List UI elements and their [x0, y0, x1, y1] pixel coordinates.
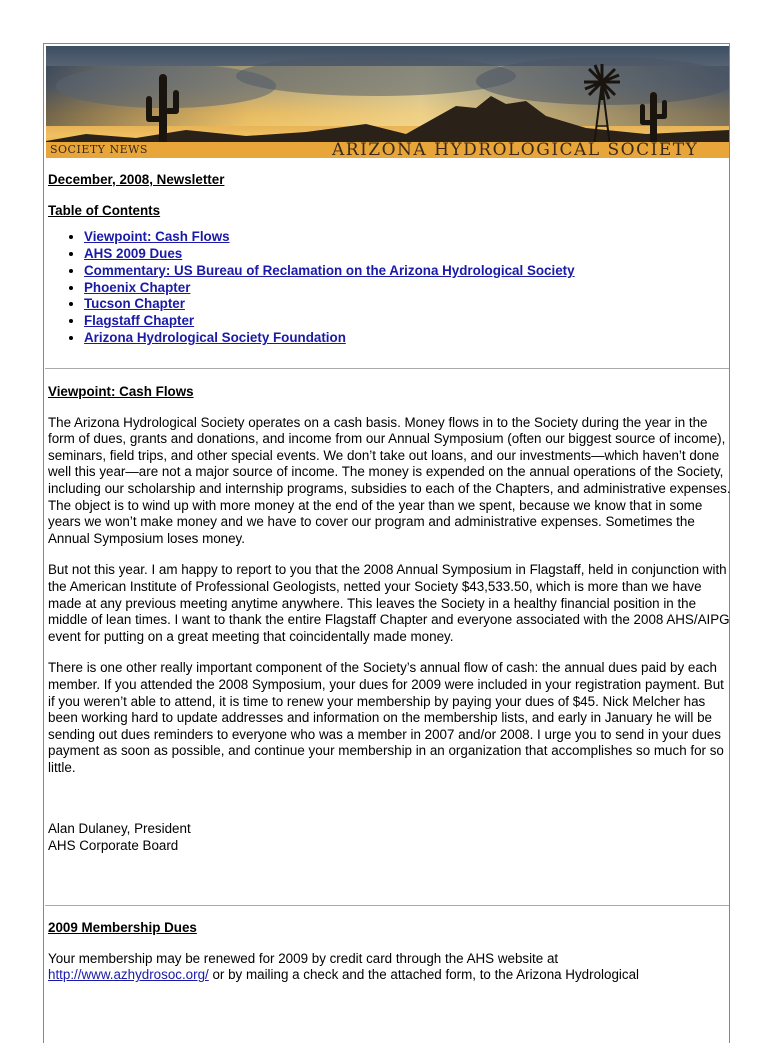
dues-heading: 2009 Membership Dues — [48, 920, 197, 935]
toc-link-dues[interactable]: AHS 2009 Dues — [84, 245, 183, 261]
newsletter-header-block — [48, 172, 732, 347]
toc-item — [84, 263, 732, 280]
header-banner — [46, 46, 729, 158]
toc-link-foundation[interactable]: Arizona Hydrological Society Foundation — [84, 329, 346, 345]
toc-link-viewpoint[interactable]: Viewpoint: Cash Flows — [84, 229, 230, 245]
dues-paragraph — [48, 951, 732, 984]
viewpoint-heading: Viewpoint: Cash Flows — [48, 384, 194, 399]
section-divider — [45, 368, 729, 369]
signature-name: Alan Dulaney, President — [48, 821, 191, 837]
toc-link-commentary[interactable]: Commentary: US Bureau of Reclamation on the Arizona Hydrological Society — [84, 262, 575, 278]
banner-left-label: SOCIETY NEWS — [50, 143, 148, 156]
toc-link-phoenix[interactable]: Phoenix Chapter — [84, 279, 191, 295]
toc-title: Table of Contents — [48, 202, 161, 218]
viewpoint-paragraph-2: But not this year. I am happy to report to you that the 2008 Annual Symposium in Flagstaff, held in conjunction with the American Institute of Professional Geologists, netted your Society $43,533.50, which is more than we have made at any previous meeting anytime anywhere. This leaves the Society in a healthy financial position in the middle of lean times. I want to thank the entire Flagstaff Chapter and everyone associated with the 2008 AHS/AIPG event for putting on a great meeting that coincidentally made money. — [48, 562, 730, 644]
dues-section — [48, 920, 732, 984]
table-of-contents — [48, 229, 732, 347]
newsletter-date: December, 2008, Newsletter — [48, 172, 225, 187]
section-divider — [45, 905, 729, 906]
toc-link-flagstaff[interactable]: Flagstaff Chapter — [84, 313, 195, 329]
signature-title: AHS Corporate Board — [48, 838, 179, 854]
toc-item — [84, 296, 732, 313]
viewpoint-paragraph-1: The Arizona Hydrological Society operates on a cash basis. Money flows in to the Society during the year in the form of dues, grants and donations, and income from our Annual Symposium (often our biggest source of income), seminars, field trips, and other special events. We don’t take out loans, and our investments—which haven’t done well this year—are not a major source of income. The money is expended on the annual operations of the Society, including our scholarship and internship programs, subsidies to each of the Chapters, and administrative expenses. The object is to wind up with more money at the end of the year than we spent, because we know that in some years we won’t make money and we have to cover our program and administrative expenses. Sometimes the Annual Symposium loses money. — [48, 414, 731, 546]
ahs-website-link[interactable]: http://www.azhydrosoc.org/ — [48, 967, 209, 983]
toc-link-tucson[interactable]: Tucson Chapter — [84, 296, 185, 312]
viewpoint-section — [48, 384, 732, 855]
dues-text-continued: or by mailing a check and the attached form, to the Arizona Hydrological — [208, 967, 639, 983]
viewpoint-paragraph-3: There is one other really important component of the Society’s annual flow of cash: the annual dues paid by each member. If you attended the 2008 Symposium, your dues for 2009 were included in your registration payment. But if you weren’t able to attend, it is time to renew your membership by paying your dues of $45. Nick Melcher has been working hard to update addresses and information on the membership lists, and early in January he will be sending out dues reminders to everyone who was a member in 2007 and/or 2008. I urge you to send in your dues payment as soon as possible, and continue your membership in an organization that accomplishes so much for so little. — [48, 660, 724, 775]
toc-item — [84, 313, 732, 330]
toc-item — [84, 229, 732, 246]
toc-item — [84, 330, 732, 347]
banner-title: ARIZONA HYDROLOGICAL SOCIETY — [332, 140, 699, 158]
toc-item — [84, 280, 732, 297]
dues-text-intro: Your membership may be renewed for 2009 by credit card through the AHS website at — [48, 950, 559, 966]
toc-item — [84, 246, 732, 263]
